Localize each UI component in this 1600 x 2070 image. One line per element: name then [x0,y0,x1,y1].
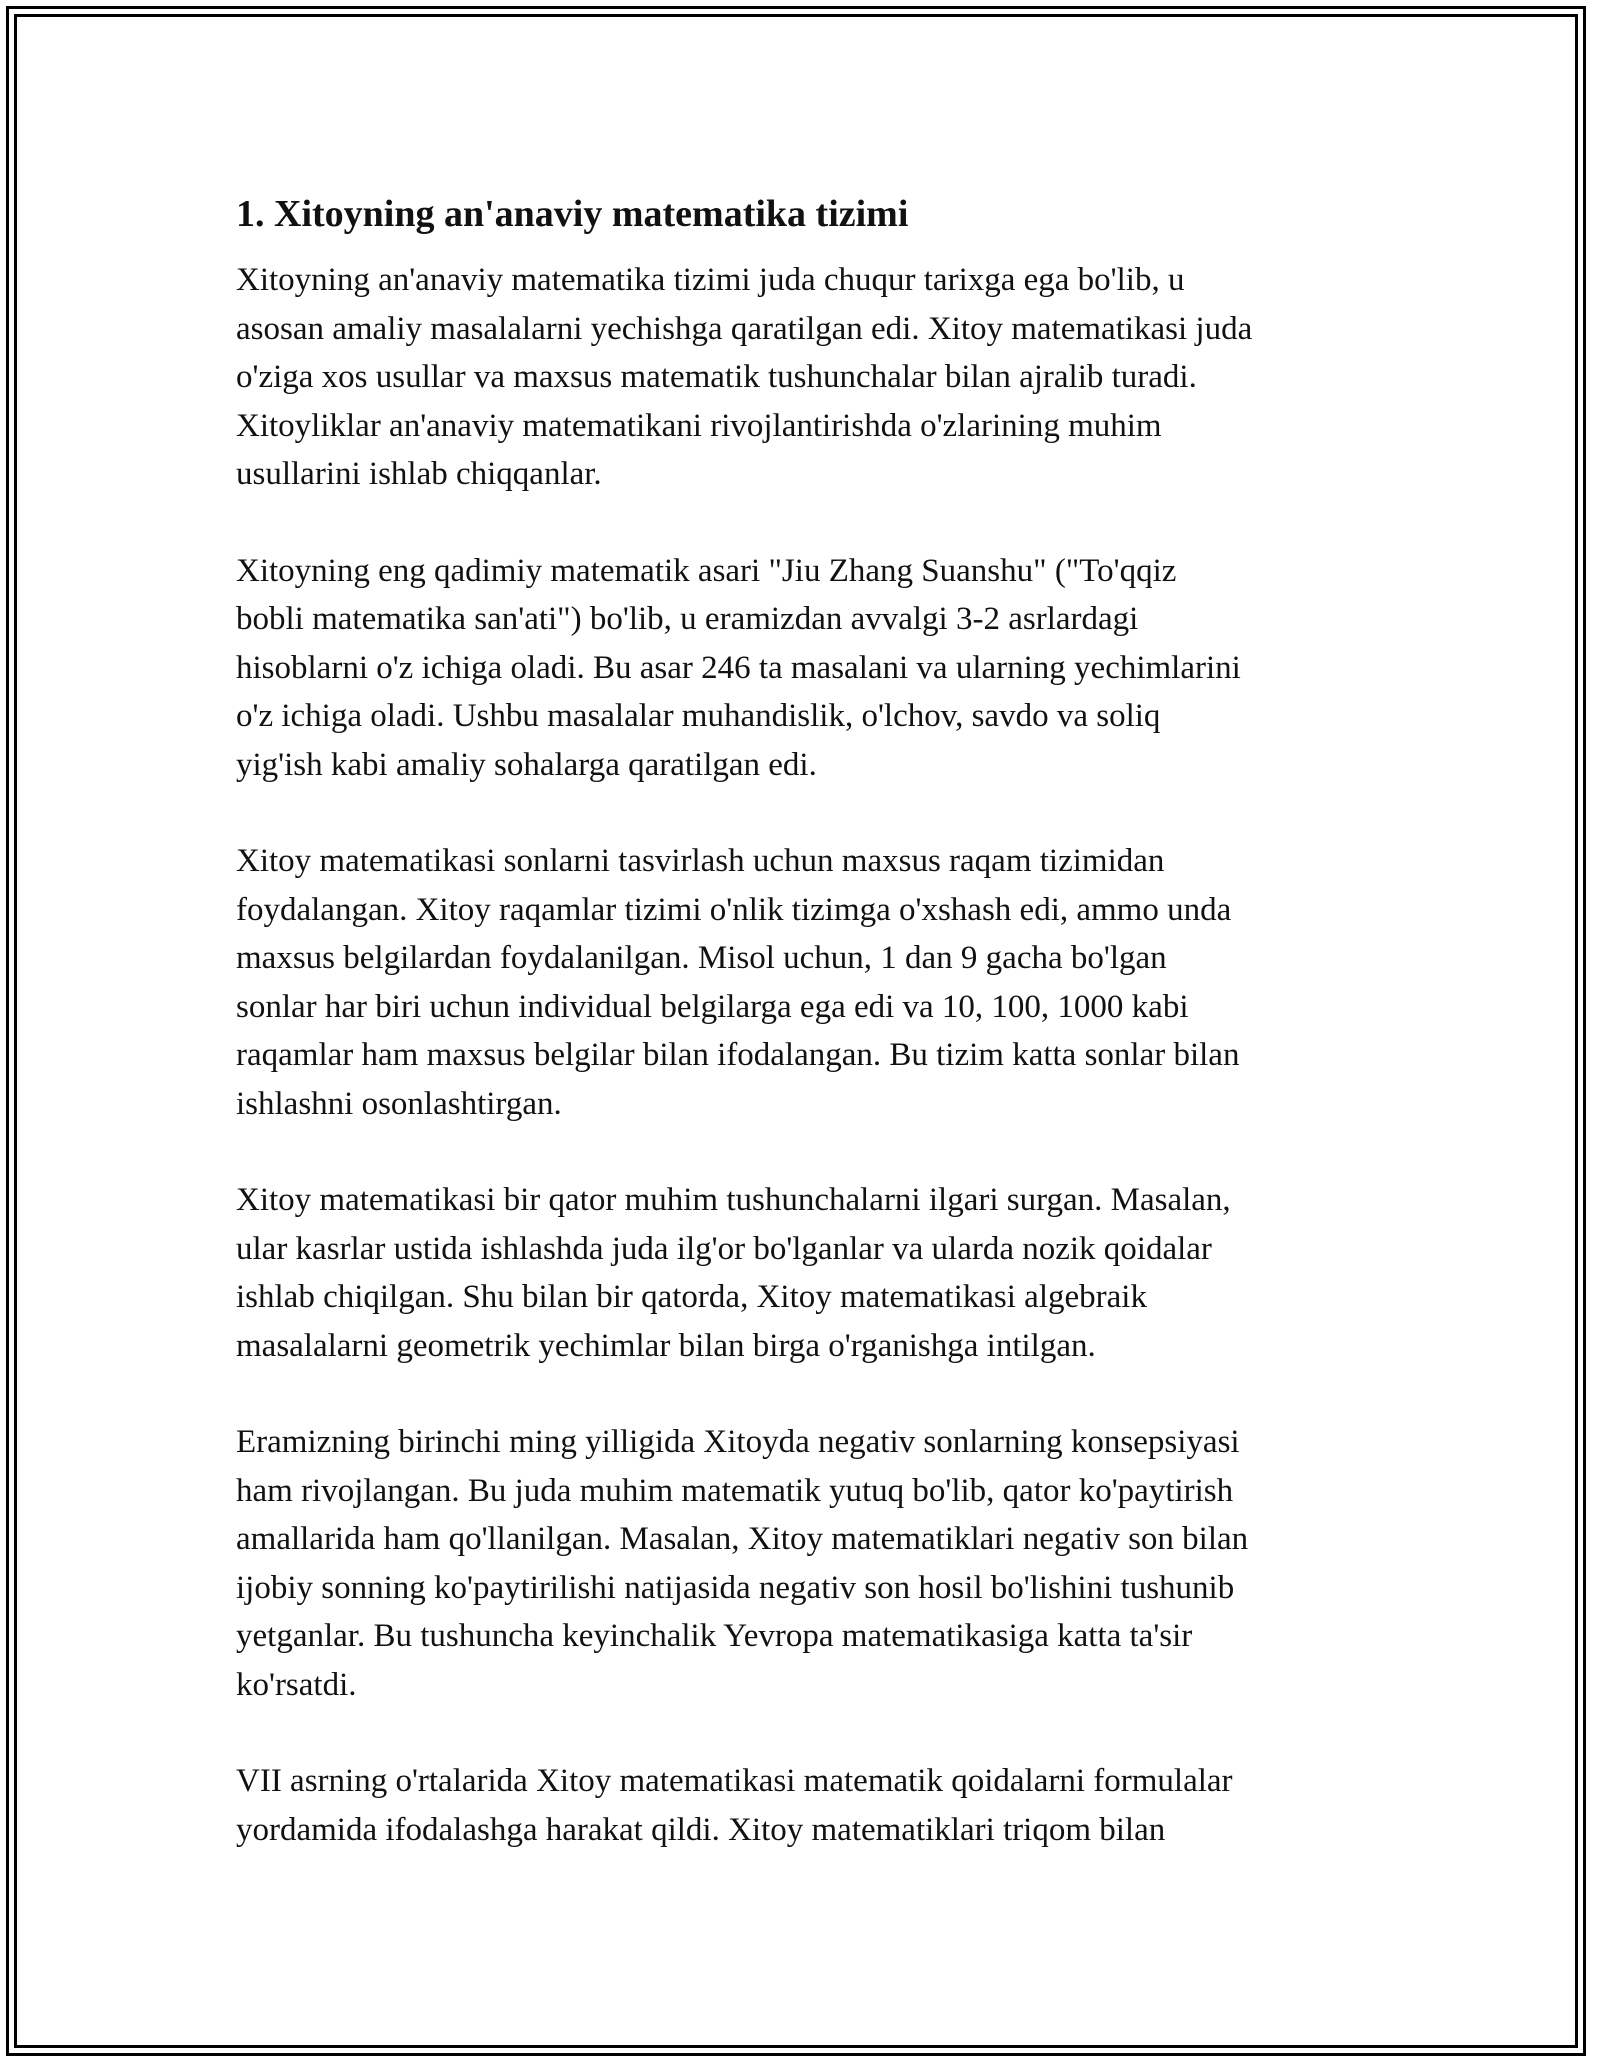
paragraph-1 [236,256,1386,499]
text-line: yig'ish kabi amaliy sohalarga qaratilgan edi. [236,746,817,783]
text-line: ishlab chiqilgan. Shu bilan bir qatorda, Xitoy matematikasi algebraik [236,1279,1147,1315]
text-line: ular kasrlar ustida ishlashda juda ilg'or bo'lganlar va ularda nozik qoidalar [236,1230,1212,1267]
text-line: Xitoyliklar an'anaviy matematikani rivojlantirishda o'zlarining muhim [236,407,1162,444]
text-line: sonlar har biri uchun individual belgilarga ega edi va 10, 100, 1000 kabi [236,988,1189,1025]
text-line: o'z ichiga oladi. Ushbu masalalar muhandislik, o'lchov, savdo va soliq [236,698,1161,734]
text-line: VII asrning o'rtalarida Xitoy matematikasi matematik qoidalarni formulalar [236,1763,1233,1799]
text-line: Xitoy matematikasi bir qator muhim tushunchalarni ilgari surgan. Masalan, [236,1182,1231,1218]
text-line: ijobiy sonning ko'paytirilishi natijasida negativ son hosil bo'lishini tushunib [236,1569,1235,1606]
paragraph-4 [236,1176,1386,1370]
text-line: maxsus belgilardan foydalanilgan. Misol uchun, 1 dan 9 gacha bo'lgan [236,940,1167,976]
paragraph-2 [236,547,1386,790]
text-line: yetganlar. Bu tushuncha keyinchalik Yevropa matematikasiga katta ta'sir [236,1618,1193,1654]
text-line: Xitoy matematikasi sonlarni tasvirlash uchun maxsus raqam tizimidan [236,843,1165,879]
text-line: bobli matematika san'ati") bo'lib, u eramizdan avvalgi 3-2 asrlardagi [236,601,1139,637]
text-line: Eramizning birinchi ming yilligida Xitoyda negativ sonlarning konsepsiyasi [236,1424,1240,1460]
text-line: amallarida ham qo'llanilgan. Masalan, Xitoy matematiklari negativ son bilan [236,1521,1249,1557]
text-line: Xitoyning eng qadimiy matematik asari "Jiu Zhang Suanshu" ("To'qqiz [236,552,1177,589]
text-line: asosan amaliy masalalarni yechishga qaratilgan edi. Xitoy matematikasi juda [236,310,1253,347]
text-line: masalalarni geometrik yechimlar bilan birga o'rganishga intilgan. [236,1327,1096,1364]
paragraph-5 [236,1418,1386,1709]
text-line: usullarini ishlab chiqqanlar. [236,456,602,492]
text-line: foydalangan. Xitoy raqamlar tizimi o'nlik tizimga o'xshash edi, ammo unda [236,891,1232,928]
document-body [236,186,1386,1902]
text-line: Xitoyning an'anaviy matematika tizimi juda chuqur tarixga ega bo'lib, u [236,262,1185,298]
text-line: ko'rsatdi. [236,1666,357,1703]
paragraph-3 [236,837,1386,1128]
text-line: hisoblarni o'z ichiga oladi. Bu asar 246 ta masalani va ularning yechimlarini [236,649,1241,686]
text-line: o'ziga xos usullar va maxsus matematik tushunchalar bilan ajralib turadi. [236,359,1197,395]
text-line: raqamlar ham maxsus belgilar bilan ifodalangan. Bu tizim katta sonlar bilan [236,1037,1240,1073]
text-line: ham rivojlangan. Bu juda muhim matematik yutuq bo'lib, qator ko'paytirish [236,1472,1234,1509]
section-title: 1. Xitoyning an'anaviy matematika tizimi [236,193,909,235]
text-line: ishlashni osonlashtirgan. [236,1085,562,1122]
paragraph-6 [236,1757,1386,1854]
text-line: yordamida ifodalashga harakat qildi. Xitoy matematiklari triqom bilan [236,1811,1166,1848]
